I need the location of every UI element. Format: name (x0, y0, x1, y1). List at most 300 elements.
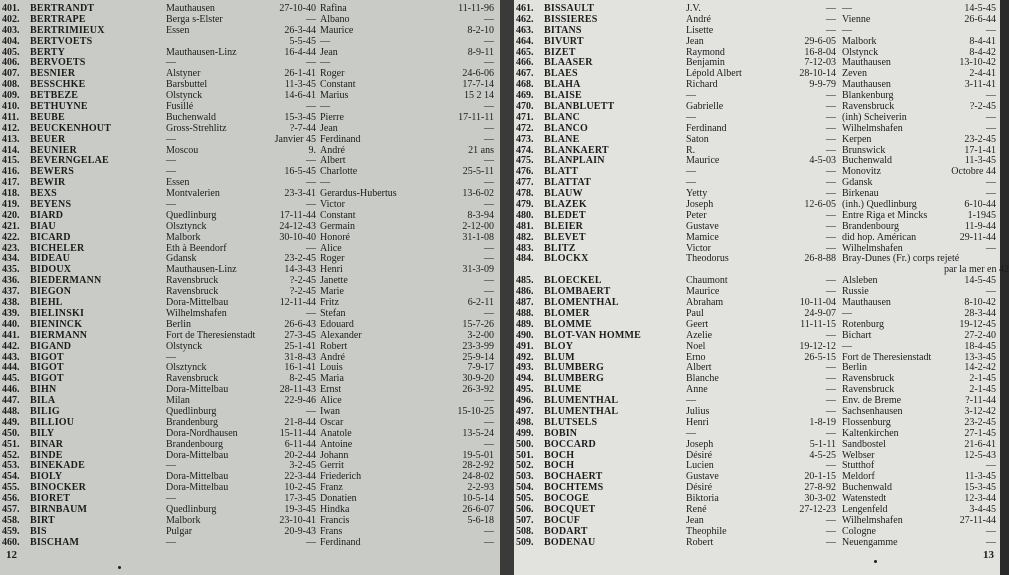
birth-date: 5-1-11 (809, 438, 836, 450)
entry-number: 468. (516, 79, 534, 91)
first-name: Edouard (320, 318, 354, 330)
first-name: Ernst (320, 384, 342, 396)
place: Bray-Dunes (Fr.) corps rejeté (842, 253, 960, 265)
birth-date: 12-6-05 (804, 199, 836, 211)
date: 27-3-45 (284, 329, 316, 341)
surname: BLANPLAIN (544, 155, 605, 167)
first-name: André (686, 13, 711, 25)
first-name: Alexander (320, 329, 362, 341)
date: 17-3-45 (284, 493, 316, 505)
entry-number: 483. (516, 242, 534, 254)
entry-number: 442. (2, 340, 20, 352)
entry-number: 435. (2, 264, 20, 276)
birth-date: 15-7-26 (462, 318, 494, 330)
first-name: Hindka (320, 503, 350, 515)
place: Mauthausen-Linz (166, 46, 237, 58)
list-item (0, 374, 500, 385)
place: Watenstedt (842, 493, 887, 505)
first-name: Blanche (686, 373, 719, 385)
birth-date: — (484, 438, 494, 450)
first-name: Joseph (686, 199, 714, 211)
surname: BIGOT (30, 362, 64, 374)
entry-number: 474. (516, 144, 534, 156)
place: Sachsenhausen (842, 405, 903, 417)
birth-date: 7-12-03 (804, 57, 836, 69)
entry-number: 476. (516, 166, 534, 178)
list-item (0, 353, 500, 364)
surname: BIDOUX (30, 264, 72, 276)
birth-date: — (826, 101, 836, 113)
entry-number: 447. (2, 395, 20, 407)
place: Wilhelmshafen (842, 242, 903, 254)
date: 26-1-41 (284, 68, 316, 80)
first-name: Maurice (686, 286, 720, 298)
death-date: ?-11-44 (965, 395, 996, 407)
place: Montvalerien (166, 188, 220, 200)
entry-number: 504. (516, 482, 534, 494)
surname: BERTVOETS (30, 35, 93, 47)
birth-date: 3-2-00 (467, 329, 494, 341)
death-date: Octobre 44 (951, 166, 996, 178)
list-item (0, 200, 500, 211)
first-name: Robert (320, 340, 348, 352)
entry-number: 458. (2, 514, 20, 526)
date: ?-2-45 (289, 286, 316, 298)
first-name: Stefan (320, 307, 346, 319)
place: Ravensbruck (842, 384, 895, 396)
list-item (514, 200, 1000, 211)
place: Flossenburg (842, 416, 891, 428)
first-name: Gustave (686, 220, 719, 232)
entry-number: 485. (516, 275, 534, 287)
entry-number: 497. (516, 405, 534, 417)
death-date: 23-2-45 (964, 133, 996, 145)
death-date: 13-3-45 (964, 351, 996, 363)
place: — (166, 155, 176, 167)
death-date: 23-2-45 (964, 416, 996, 428)
entry-number: 410. (2, 101, 20, 113)
entry-number: 456. (2, 493, 20, 505)
birth-date: — (826, 362, 836, 374)
place: Dora-Mittelbau (166, 471, 229, 483)
date: 23-10-41 (279, 514, 316, 526)
place: Malbork (166, 514, 201, 526)
birth-date: 29-6-05 (804, 35, 836, 47)
surname: BLOCKX (544, 253, 589, 265)
death-date: 2-4-41 (969, 68, 996, 80)
date: 25-1-41 (284, 340, 316, 352)
first-name: Biktoria (686, 493, 719, 505)
list-item (0, 461, 500, 472)
death-date: 3-12-42 (964, 405, 996, 417)
birth-date: 4-5-25 (809, 449, 836, 461)
place: — (166, 493, 176, 505)
surname: BEWERS (30, 166, 74, 178)
list-item (514, 505, 1000, 516)
death-date: 1-1945 (967, 209, 996, 221)
first-name: Geert (686, 318, 709, 330)
date: 23-3-41 (284, 188, 316, 200)
place: — (166, 351, 176, 363)
surname: BETHUYNE (30, 101, 88, 113)
date: 15-11-44 (279, 427, 316, 439)
death-date: 2-1-45 (969, 384, 996, 396)
birth-date: — (826, 514, 836, 526)
list-item (514, 233, 1000, 244)
list-item (514, 527, 1000, 538)
ink-speck (874, 560, 877, 563)
surname: BLUME (544, 384, 582, 396)
surname: BICARD (30, 231, 71, 243)
place: (inh) Scheiverin (842, 111, 907, 123)
first-name: Maria (320, 373, 344, 385)
first-name: Désiré (686, 449, 713, 461)
birth-date: 26-8-88 (804, 253, 836, 265)
birth-date: 11-11-96 (458, 3, 494, 14)
entry-number: 494. (516, 373, 534, 385)
entry-number: 503. (516, 471, 534, 483)
entry-number: 499. (516, 427, 534, 439)
list-item (0, 342, 500, 353)
list-item (0, 527, 500, 538)
first-name: Lucien (686, 460, 714, 472)
first-name: Noel (686, 340, 706, 352)
death-date: 14-2-42 (964, 362, 996, 374)
first-name: Franz (320, 482, 343, 494)
first-name: Gabrielle (686, 101, 724, 113)
place: Dora-Mittelbau (166, 384, 229, 396)
death-date: — (986, 122, 996, 134)
surname: BIHN (30, 384, 57, 396)
date: — (306, 405, 316, 417)
first-name: Henri (320, 264, 343, 276)
ink-speck (118, 566, 121, 569)
entry-number: 422. (2, 231, 20, 243)
birth-date: 8-9-11 (467, 46, 494, 58)
death-date: 15-3-45 (964, 482, 996, 494)
death-date: 2-1-45 (969, 373, 996, 385)
first-name: — (686, 395, 696, 407)
surname: BLUMBERG (544, 362, 604, 374)
first-name: André (320, 144, 345, 156)
surname: BLUMENTHAL (544, 395, 619, 407)
first-name: René (686, 503, 707, 515)
list-item (0, 483, 500, 494)
entry-number: 477. (516, 177, 534, 189)
surname: BISSAULT (544, 3, 595, 14)
date: 15-3-45 (284, 111, 316, 123)
first-name: Louis (320, 362, 343, 374)
first-name: Abraham (686, 297, 724, 309)
first-name: Gustave (686, 471, 719, 483)
entry-number: 402. (2, 13, 20, 25)
entry-number: 460. (2, 536, 20, 548)
entry-number: 423. (2, 242, 20, 254)
list-item (0, 440, 500, 451)
place: did hop. Américan (842, 231, 917, 243)
place: Blankenburg (842, 90, 894, 102)
entry-number: 416. (2, 166, 20, 178)
place: Wilhelmshafen (842, 514, 903, 526)
surname: BILIG (30, 405, 60, 417)
surname: BESSCHKE (30, 79, 86, 91)
surname: BEYENS (30, 199, 72, 211)
date: ?-2-45 (289, 275, 316, 287)
death-date: 11-3-45 (964, 471, 996, 483)
surname: BEUBE (30, 111, 65, 123)
death-date: 27-1-45 (964, 427, 996, 439)
death-date: 6-10-44 (964, 199, 996, 211)
entry-number: 469. (516, 90, 534, 102)
surname: BOCHAERT (544, 471, 603, 483)
birth-date: — (826, 405, 836, 417)
birth-date: 31-1-08 (462, 231, 494, 243)
first-name: Richard (686, 79, 718, 91)
list-item (514, 342, 1000, 353)
date: 22-9-46 (284, 395, 316, 407)
birth-date: 10-5-14 (462, 493, 494, 505)
birth-date: — (484, 101, 494, 113)
date: 9. (308, 144, 316, 156)
list-item (514, 37, 1000, 48)
place: — (842, 340, 852, 352)
birth-date: 26-3-92 (462, 384, 494, 396)
birth-date: — (826, 242, 836, 254)
place: Kerpen (842, 133, 872, 145)
birth-date: 30-9-20 (462, 373, 494, 385)
entry-number: 484. (516, 253, 534, 265)
place: Barsbuttel (166, 79, 208, 91)
date: — (306, 536, 316, 548)
surname: BIOLY (30, 471, 63, 483)
first-name: Jean (320, 122, 338, 134)
surname: BERTRANDT (30, 3, 95, 14)
first-name: Constant (320, 79, 356, 91)
surname: BLANC (544, 111, 581, 123)
surname: BERTRAPE (30, 13, 86, 25)
surname: BISCHAM (30, 536, 80, 548)
place: Buchenwald (842, 482, 892, 494)
first-name: Fritz (320, 297, 339, 309)
entry-number: 470. (516, 101, 534, 113)
place: — (842, 3, 852, 14)
place: Malbork (166, 231, 201, 243)
surname: BERTY (30, 46, 66, 58)
list-item (0, 189, 500, 200)
list-item (0, 233, 500, 244)
first-name: Jean (320, 46, 338, 58)
first-name: Peter (686, 209, 707, 221)
death-date: 8-4-42 (969, 46, 996, 58)
first-name: Alice (320, 242, 342, 254)
first-name: Theodorus (686, 253, 729, 265)
list-item (0, 396, 500, 407)
birth-date: 13-6-02 (462, 188, 494, 200)
date: 17-11-44 (279, 209, 316, 221)
birth-date: — (826, 133, 836, 145)
entry-number: 411. (2, 111, 19, 123)
entry-number: 417. (2, 177, 20, 189)
surname: BISSIERES (544, 13, 598, 25)
first-name: — (320, 57, 330, 69)
surname: BEUNIER (30, 144, 77, 156)
first-name: Constant (320, 209, 356, 221)
birth-date: — (484, 122, 494, 134)
date: 6-11-44 (284, 438, 316, 450)
death-date: — (986, 460, 996, 472)
birth-date: 21 ans (468, 144, 494, 156)
place: Ravensbruck (842, 373, 895, 385)
surname: BESNIER (30, 68, 76, 80)
list-item (0, 385, 500, 396)
surname: BERTRIMIEUX (30, 24, 105, 36)
birth-date: 27-12-23 (799, 503, 836, 515)
first-name: Maurice (686, 155, 720, 167)
death-date: 11-9-44 (964, 220, 996, 232)
entry-number: 415. (2, 155, 20, 167)
place: Kaltenkirchen (842, 427, 899, 439)
place: Malbork (842, 35, 877, 47)
death-date: par la mer en 42 (944, 264, 1009, 276)
death-date: — (986, 177, 996, 189)
birth-date: — (826, 3, 836, 14)
first-name: Iwan (320, 405, 340, 417)
birth-date: — (826, 427, 836, 439)
birth-date: — (484, 13, 494, 25)
place: Fort de Theresienstadt (842, 351, 932, 363)
surname: BEUCKENHOUT (30, 122, 112, 134)
surname: BIDEAU (30, 253, 71, 265)
surname: BLEIER (544, 220, 583, 232)
surname: BICHELER (30, 242, 85, 254)
birth-date: — (826, 144, 836, 156)
surname: BIAU (30, 220, 56, 232)
entry-number: 491. (516, 340, 534, 352)
list-item (0, 331, 500, 342)
birth-date: — (484, 275, 494, 287)
entry-number: 478. (516, 188, 534, 200)
entry-number: 502. (516, 460, 534, 472)
place: Dora-Mittelbau (166, 449, 229, 461)
first-name: Marius (320, 90, 349, 102)
place: Fusillé (166, 101, 194, 113)
birth-date: — (484, 286, 494, 298)
place: Env. de Breme (842, 395, 902, 407)
list-item (0, 58, 500, 69)
birth-date: 4-5-03 (809, 155, 836, 167)
birth-date: 6-2-11 (467, 297, 494, 309)
date: ?-7-44 (289, 122, 316, 134)
birth-date: 27-8-92 (804, 482, 836, 494)
first-name: Victor (686, 242, 711, 254)
first-name: Robert (686, 536, 714, 548)
entry-number: 412. (2, 122, 20, 134)
birth-date: 19-5-01 (462, 449, 494, 461)
date: 27-10-40 (279, 3, 316, 14)
first-name: Janette (320, 275, 348, 287)
first-name: Francis (320, 514, 350, 526)
entry-number: 467. (516, 68, 534, 80)
entry-number: 452. (2, 449, 20, 461)
place: — (166, 536, 176, 548)
birth-date: — (484, 155, 494, 167)
entry-number: 457. (2, 503, 20, 515)
entry-number: 439. (2, 307, 20, 319)
place: — (166, 133, 176, 145)
entry-number: 473. (516, 133, 534, 145)
date: 11-3-45 (284, 79, 316, 91)
entry-number: 450. (2, 427, 20, 439)
list-item (0, 135, 500, 146)
surname: BLATT (544, 166, 579, 178)
birth-date: — (826, 122, 836, 134)
first-name: Désiré (686, 482, 713, 494)
first-name: Roger (320, 68, 345, 80)
entry-number: 506. (516, 503, 534, 515)
death-date: — (986, 24, 996, 36)
entry-number: 459. (2, 525, 20, 537)
entry-number: 413. (2, 133, 20, 145)
first-name: Theophile (686, 525, 727, 537)
entry-number: 401. (2, 3, 20, 14)
birth-date: — (826, 24, 836, 36)
surname: BINAR (30, 438, 64, 450)
entry-number: 454. (2, 471, 20, 483)
list-item (514, 69, 1000, 80)
place: Neuengamme (842, 536, 898, 548)
surname: BLUTSELS (544, 416, 598, 428)
surname: BIORET (30, 493, 71, 505)
list-item (0, 124, 500, 135)
date: 16-1-41 (284, 362, 316, 374)
place: — (842, 307, 852, 319)
birth-date: 24-6-06 (462, 68, 494, 80)
first-name: Roger (320, 253, 345, 265)
death-date: — (986, 111, 996, 123)
surname: BERVOETS (30, 57, 86, 69)
list-item (0, 363, 500, 374)
death-date: 18-4-45 (964, 340, 996, 352)
first-name: Frans (320, 525, 343, 537)
death-date: — (986, 286, 996, 298)
entry-number: 464. (516, 35, 534, 47)
right-page-number: 13 (983, 549, 994, 561)
surname: BLAUW (544, 188, 583, 200)
entry-number: 462. (516, 13, 534, 25)
death-date: — (986, 90, 996, 102)
entry-number: 404. (2, 35, 20, 47)
entry-number: 489. (516, 318, 534, 330)
birth-date: — (826, 373, 836, 385)
surname: BOCCARD (544, 438, 596, 450)
list-item (0, 167, 500, 178)
list-item (0, 287, 500, 298)
surname: BIS (30, 525, 47, 537)
place: Moscou (166, 144, 199, 156)
first-name: — (686, 177, 696, 189)
date: 20-2-44 (284, 449, 316, 461)
birth-date: — (484, 307, 494, 319)
entry-number: 501. (516, 449, 534, 461)
place: Olstynck (166, 340, 203, 352)
date: 12-11-44 (279, 297, 316, 309)
surname: BETBEZE (30, 90, 79, 102)
place: Welbser (842, 449, 875, 461)
surname: BEVERNGELAE (30, 155, 109, 167)
first-name: Mamice (686, 231, 719, 243)
list-item (514, 15, 1000, 26)
list-item (0, 418, 500, 429)
